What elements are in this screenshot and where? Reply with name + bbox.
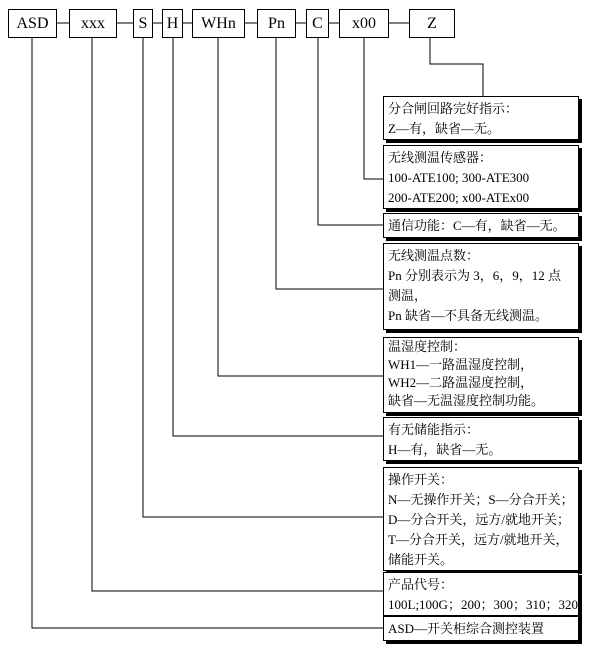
code-box-x00: x00 bbox=[339, 9, 389, 38]
code-box-c: C bbox=[306, 9, 329, 38]
description-line: 操作开关： bbox=[388, 472, 454, 487]
description-h bbox=[383, 417, 579, 461]
code-box-s: S bbox=[133, 9, 153, 38]
description-line: 通信功能：C—有，缺省—无。 bbox=[388, 218, 566, 233]
description-c bbox=[383, 213, 579, 238]
leader-c bbox=[318, 38, 383, 225]
code-box-pn: Pn bbox=[257, 9, 296, 38]
leader-s bbox=[143, 38, 383, 517]
description-line: T—分合开关，远方/就地开关， bbox=[388, 532, 569, 547]
description-line: Z—有，缺省—无。 bbox=[388, 121, 500, 136]
description-line: WH2—二路温湿度控制， bbox=[388, 375, 534, 390]
description-line: 缺省—无温湿度控制功能。 bbox=[388, 393, 545, 408]
description-s bbox=[383, 467, 579, 571]
description-line: 测温， bbox=[388, 288, 428, 303]
code-box-whn: WHn bbox=[192, 9, 245, 38]
description-line: 储能开关。 bbox=[388, 552, 454, 567]
leader-xxx bbox=[92, 38, 383, 591]
description-line: Pn 分别表示为 3，6，9，12 点 bbox=[388, 268, 561, 283]
description-line: 100L;100G；200；300；310；320 bbox=[388, 597, 578, 612]
code-box-z: Z bbox=[409, 9, 455, 38]
leader-z bbox=[430, 38, 483, 96]
description-z bbox=[383, 96, 579, 140]
description-pn bbox=[383, 243, 579, 330]
description-line: N—无操作开关；S—分合开关； bbox=[388, 492, 574, 507]
description-line: D—分合开关，远方/就地开关； bbox=[388, 512, 571, 527]
description-line: 温湿度控制： bbox=[388, 339, 467, 354]
description-line: 200-ATE200; x00-ATEx00 bbox=[388, 190, 530, 205]
leader-asd bbox=[32, 38, 383, 628]
description-line: 100-ATE100; 300-ATE300 bbox=[388, 170, 530, 185]
description-line: WH1—一路温湿度控制， bbox=[388, 357, 534, 372]
description-asd bbox=[383, 616, 579, 641]
leader-pn bbox=[276, 38, 383, 289]
leader-whn bbox=[218, 38, 383, 376]
description-line: 分合闸回路完好指示： bbox=[388, 101, 519, 116]
description-whn bbox=[383, 337, 579, 413]
description-line: 产品代号： bbox=[388, 577, 454, 592]
code-box-xxx: xxx bbox=[69, 9, 117, 38]
description-line: Pn 缺省—不具备无线测温。 bbox=[388, 308, 548, 323]
description-line: H—有，缺省—无。 bbox=[388, 442, 502, 457]
leader-x00 bbox=[364, 38, 383, 179]
code-box-asd: ASD bbox=[8, 9, 57, 38]
description-x00 bbox=[383, 145, 579, 209]
description-xxx bbox=[383, 572, 579, 616]
description-line: ASD—开关柜综合测控装置 bbox=[388, 621, 545, 636]
code-box-h: H bbox=[162, 9, 183, 38]
description-line: 有无储能指示： bbox=[388, 422, 480, 437]
description-line: 无线测温传感器： bbox=[388, 150, 493, 165]
description-line: 无线测温点数： bbox=[388, 248, 480, 263]
